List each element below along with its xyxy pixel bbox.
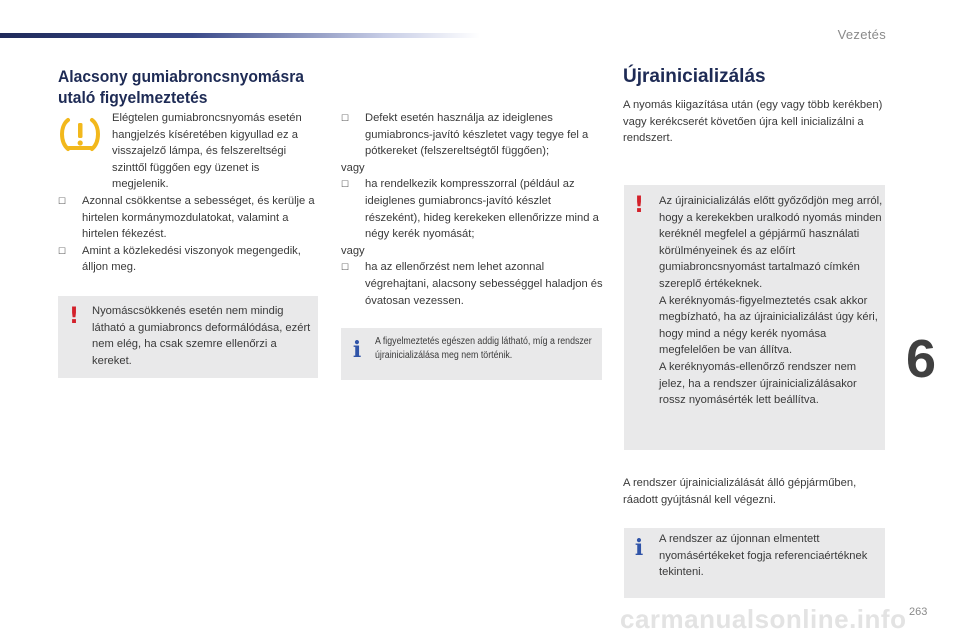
list-item-text: ha rendelkezik kompresszorral (például az ideiglenes gumiabroncs-javító készlet részeként), hideg kerekeken ellenőrizze mind a négy kerék nyomását;: [365, 178, 599, 241]
section-title: Vezetés: [837, 27, 886, 42]
exclamation-warning-icon: !: [68, 304, 80, 329]
right-intro-text: A nyomás kiigazítása után (egy vagy több kerékben) vagy kerékcserét követően újra kell inicializálni a rendszert.: [623, 99, 883, 145]
checkbox-icon: ☐: [341, 262, 350, 273]
right-warning-text: Az újrainicializálás előtt győződjön meg arról, hogy a kerekekben uralkodó nyomás minden keréknél megfelel a gépjármű használati körülményeinek és az előírt gumiabroncsnyomást tartalmazó címkén szereplő értékeknek. A keréknyomás-figyelmeztetés csak akkor megbízható, ha az újrainicializálást úgy kéri, hogy mind a négy kerék nyomása megfelelően be van állítva. A keréknyomás-ellenőrző rendszer nem jelez, ha a rendszer újrainicializálásakor rossz nyomásérték lett beállítva.: [659, 195, 883, 407]
or-text: vagy: [341, 244, 365, 257]
checkbox-icon: ☐: [58, 245, 67, 256]
list-item: [341, 259, 603, 309]
middle-info-box: [341, 328, 602, 380]
middle-info-text: A figyelmeztetés egészen addig látható, míg a rendszer újrainicializálása meg nem történik.: [375, 336, 592, 361]
or-text: vagy: [341, 161, 365, 174]
right-info-text: A rendszer az újonnan elmentett nyomásértékeket fogja referenciaértéknek tekinteni.: [659, 533, 868, 579]
exclamation-warning-icon: !: [633, 193, 645, 218]
info-icon: i: [634, 535, 644, 561]
checkbox-icon: ☐: [341, 179, 350, 190]
list-item: [341, 110, 603, 160]
list-item-text: Azonnal csökkentse a sebességet, és kerülje a hirtelen kormánymozdulatokat, valamint a hirtelen fékezést.: [82, 195, 315, 241]
left-warning-text: Nyomáscsökkenés esetén nem mindig látható a gumiabroncs deformálódása, ezért nem elég, ha csak szemre ellenőrzi a kereket.: [92, 305, 311, 367]
watermark: carmanualsonline.info: [620, 604, 907, 634]
list-item-text: ha az ellenőrzést nem lehet azonnal végrehajtani, alacsony sebességgel haladjon és óvatosan vezessen.: [365, 261, 603, 307]
warning-lamp-text: Elégtelen gumiabroncsnyomás esetén hangjelzés kíséretében kigyullad ez a visszajelző lámpa, és felszereltségi szinttől függően egy üzenet is megjelenik.: [112, 112, 302, 191]
list-item: [58, 243, 316, 276]
left-heading: Alacsony gumiabroncsnyomásra utaló figyelmeztetés: [58, 67, 304, 107]
right-heading: Újrainicializálás: [623, 66, 766, 87]
header-gradient-bar: [0, 33, 480, 38]
list-item-text: Defekt esetén használja az ideiglenes gumiabroncs-javító készletet vagy tegye fel a pótkereket (felszereltségtől függően);: [365, 112, 589, 158]
list-item: [58, 193, 316, 243]
checkbox-icon: ☐: [341, 113, 350, 123]
chapter-number: 6: [906, 329, 937, 389]
page-number: 263: [909, 606, 928, 618]
list-item-text: Amint a közlekedési viszonyok megengedik, álljon meg.: [82, 244, 301, 274]
right-warning-box: [624, 185, 885, 450]
tire-pressure-warning-icon: [59, 116, 101, 154]
right-note-text: A rendszer újrainicializálását álló gépjárműben, ráadott gyújtásnál kell végezni.: [623, 477, 857, 506]
right-info-box: [624, 528, 885, 598]
list-item: [341, 176, 603, 242]
checkbox-icon: ☐: [58, 196, 67, 206]
left-warning-box: [58, 296, 318, 378]
info-icon: i: [352, 337, 362, 363]
